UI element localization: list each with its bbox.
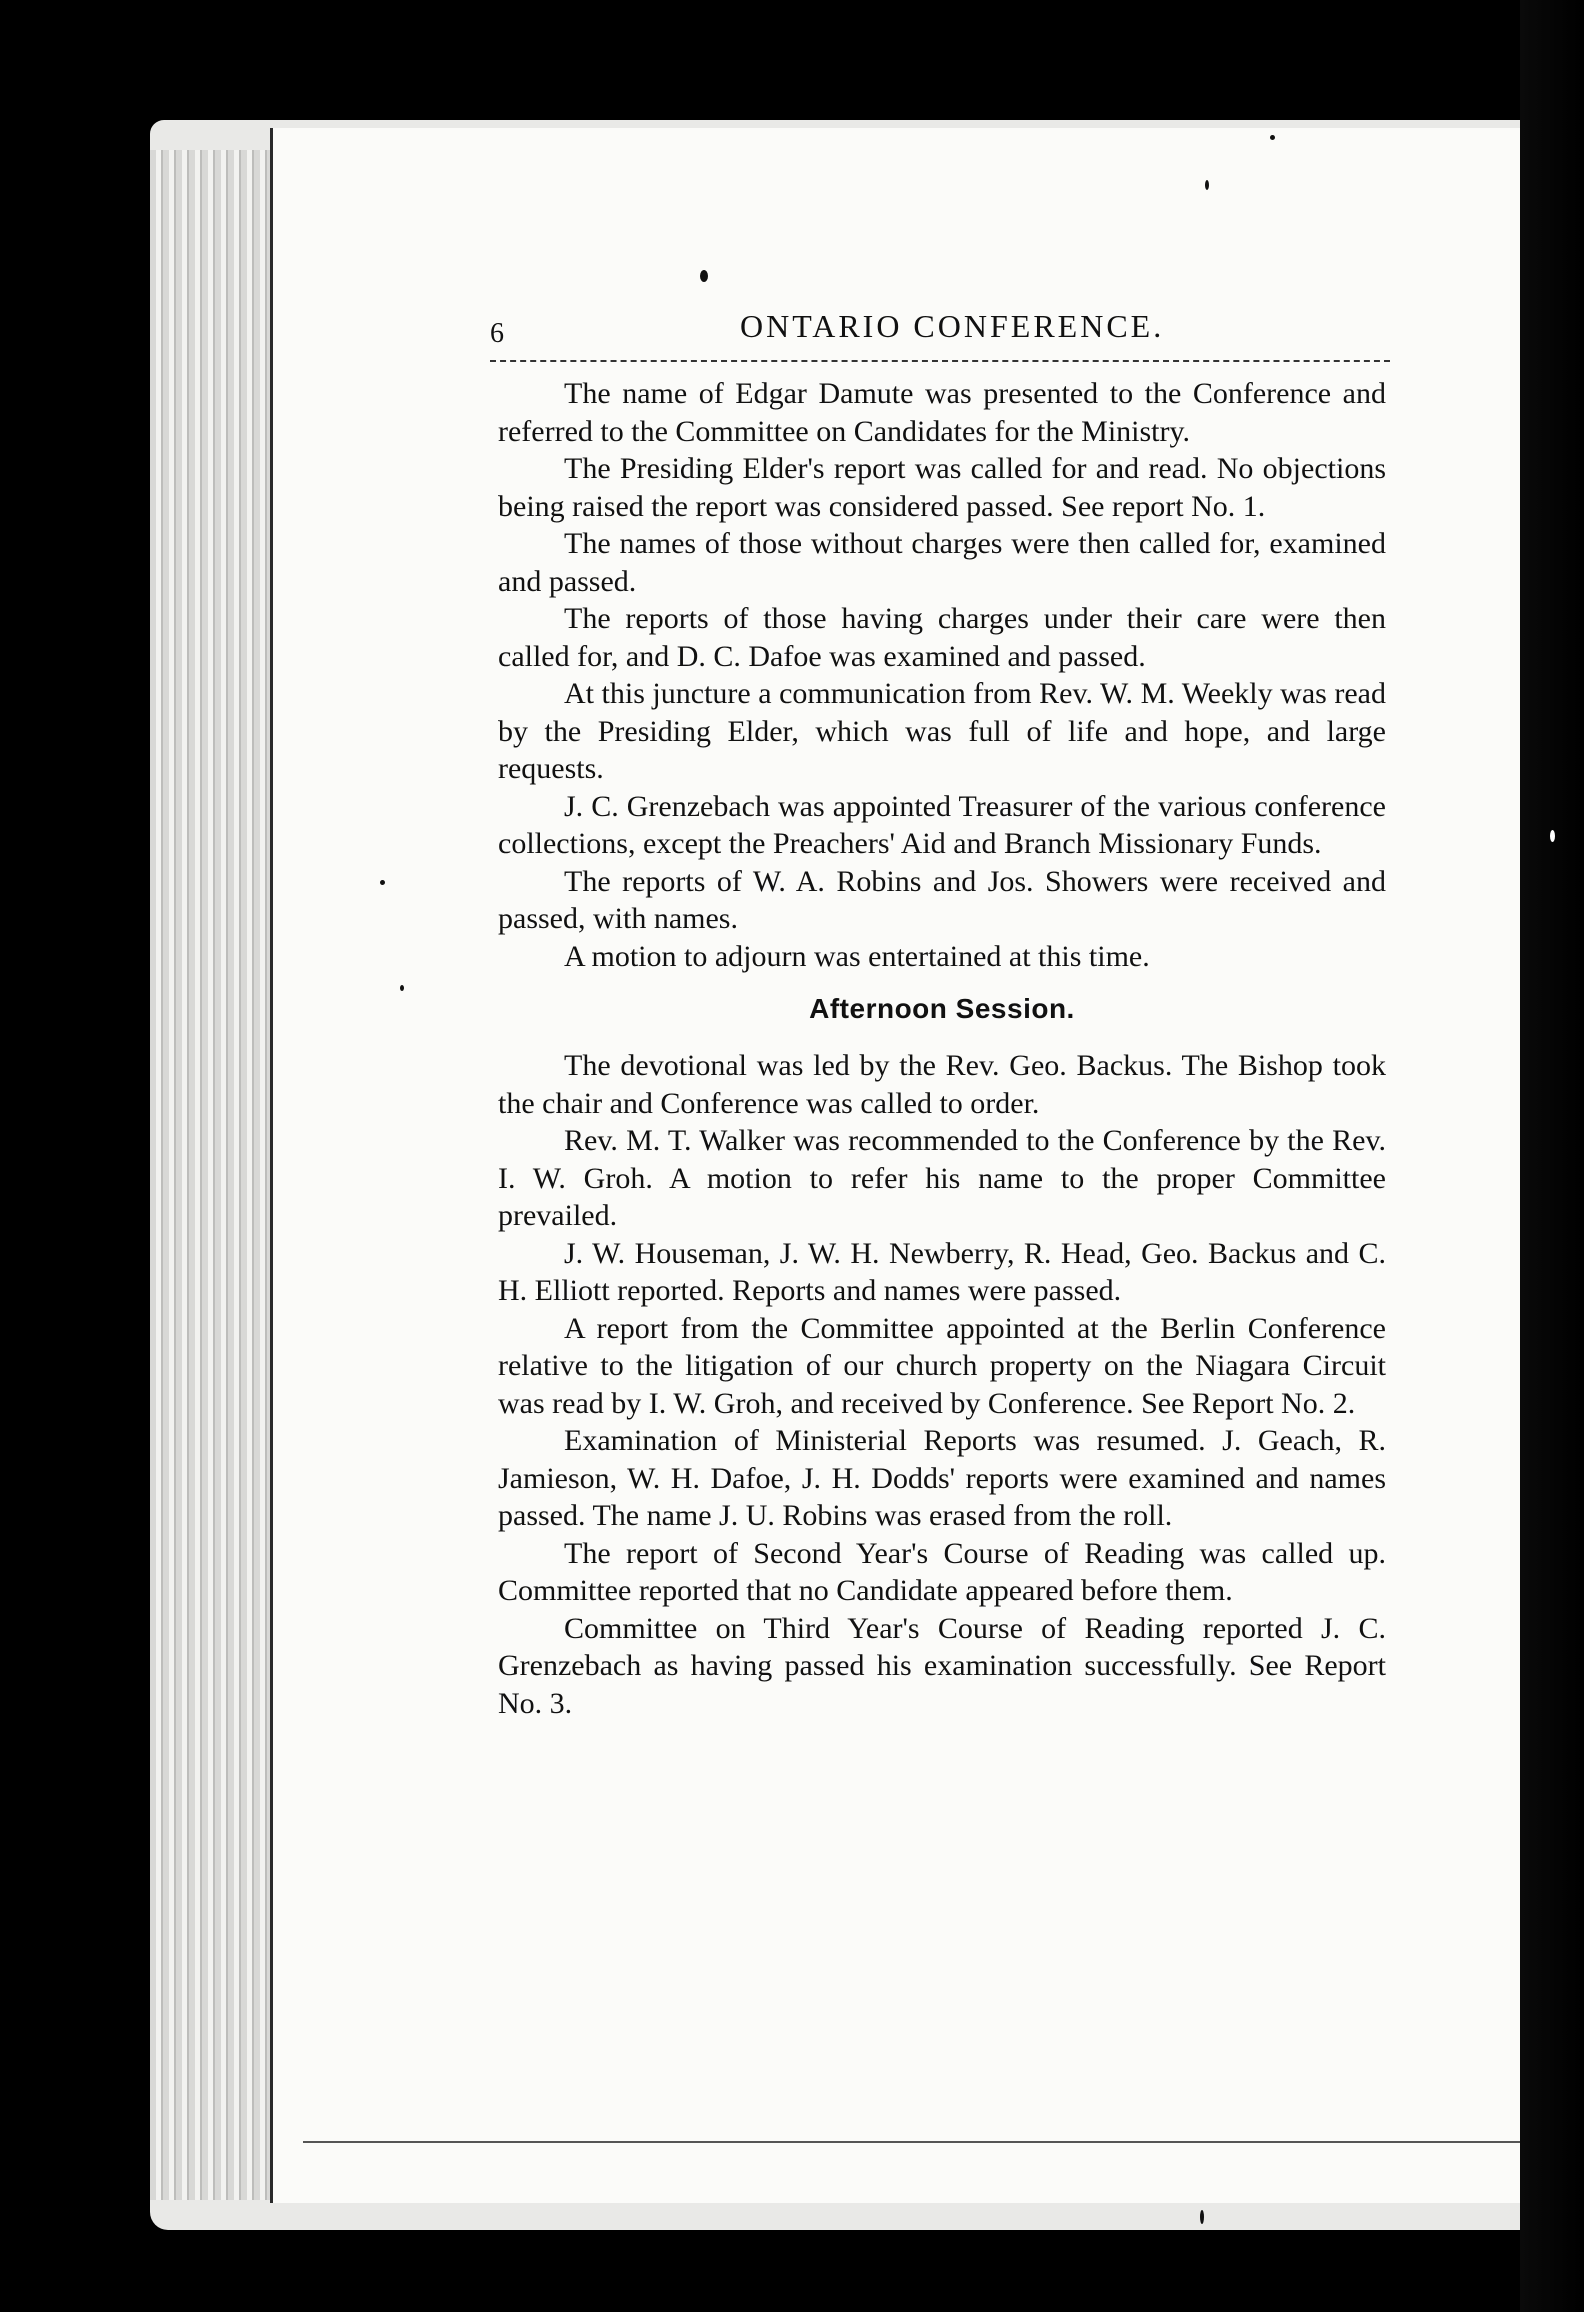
paragraph: The names of those without charges were then called for, examined and passed. xyxy=(498,527,1386,598)
paragraph: At this juncture a communication from Rev. W. M. Weekly was read by the Presiding Elder, which was full of life and hope, and large requests. xyxy=(498,677,1386,785)
speck xyxy=(1550,830,1555,842)
speck xyxy=(1270,135,1275,140)
speck xyxy=(700,270,708,282)
header-rule xyxy=(490,360,1390,362)
speck xyxy=(380,880,385,885)
paragraph: The Presiding Elder's report was called for and read. No objections being raised the report was considered passed. See report No. 1. xyxy=(498,452,1386,523)
speck xyxy=(400,985,404,991)
paragraph: A motion to adjourn was entertained at this time. xyxy=(564,939,1150,973)
scan-dark-margin xyxy=(1520,0,1584,2312)
paragraph: J. C. Grenzebach was appointed Treasurer of the various conference collections, except the Preachers' Aid and Branch Missionary Funds. xyxy=(498,789,1386,860)
running-head: ONTARIO CONFERENCE. xyxy=(740,308,1165,344)
paragraph: J. W. Houseman, J. W. H. Newberry, R. Head, Geo. Backus and C. H. Elliott reported. Reports and names were passed. xyxy=(498,1236,1386,1307)
paragraph: The devotional was led by the Rev. Geo. Backus. The Bishop took the chair and Conference was called to order. xyxy=(498,1049,1386,1120)
speck xyxy=(1200,2210,1204,2224)
paragraph: The name of Edgar Damute was presented to the Conference and referred to the Committee on Candidates for the Ministry. xyxy=(498,377,1386,448)
paragraph: A report from the Committee appointed at the Berlin Conference relative to the litigation of our church property on the Niagara Circuit was read by I. W. Groh, and received by Conference. See Report No. 2. xyxy=(498,1311,1386,1420)
page-number: 6 xyxy=(490,318,504,349)
paragraph: Rev. M. T. Walker was recommended to the Conference by the Rev. I. W. Groh. A motion to refer his name to the proper Committee prevailed. xyxy=(498,1124,1386,1232)
paragraph: The reports of those having charges under their care were then called for, and D. C. Dafoe was examined and passed. xyxy=(498,602,1386,673)
paragraph: The reports of W. A. Robins and Jos. Showers were received and passed, with names. xyxy=(498,864,1386,935)
page-edges xyxy=(150,150,290,2200)
body-text xyxy=(498,375,1386,1722)
paragraph: The report of Second Year's Course of Reading was called up. Committee reported that no Candidate appeared before them. xyxy=(498,1536,1386,1607)
page-header xyxy=(490,300,1390,349)
paragraph: Examination of Ministerial Reports was resumed. J. Geach, R. Jamieson, W. H. Dafoe, J. H. Dodds' reports were examined and names passed. The name J. U. Robins was erased from the roll. xyxy=(498,1424,1386,1532)
speck xyxy=(1205,180,1209,190)
section-heading: Afternoon Session. xyxy=(809,993,1075,1024)
bottom-frame-line xyxy=(303,2141,1538,2143)
paragraph: Committee on Third Year's Course of Reading reported J. C. Grenzebach as having passed his examination successfully. See Report No. 3. xyxy=(498,1611,1386,1720)
